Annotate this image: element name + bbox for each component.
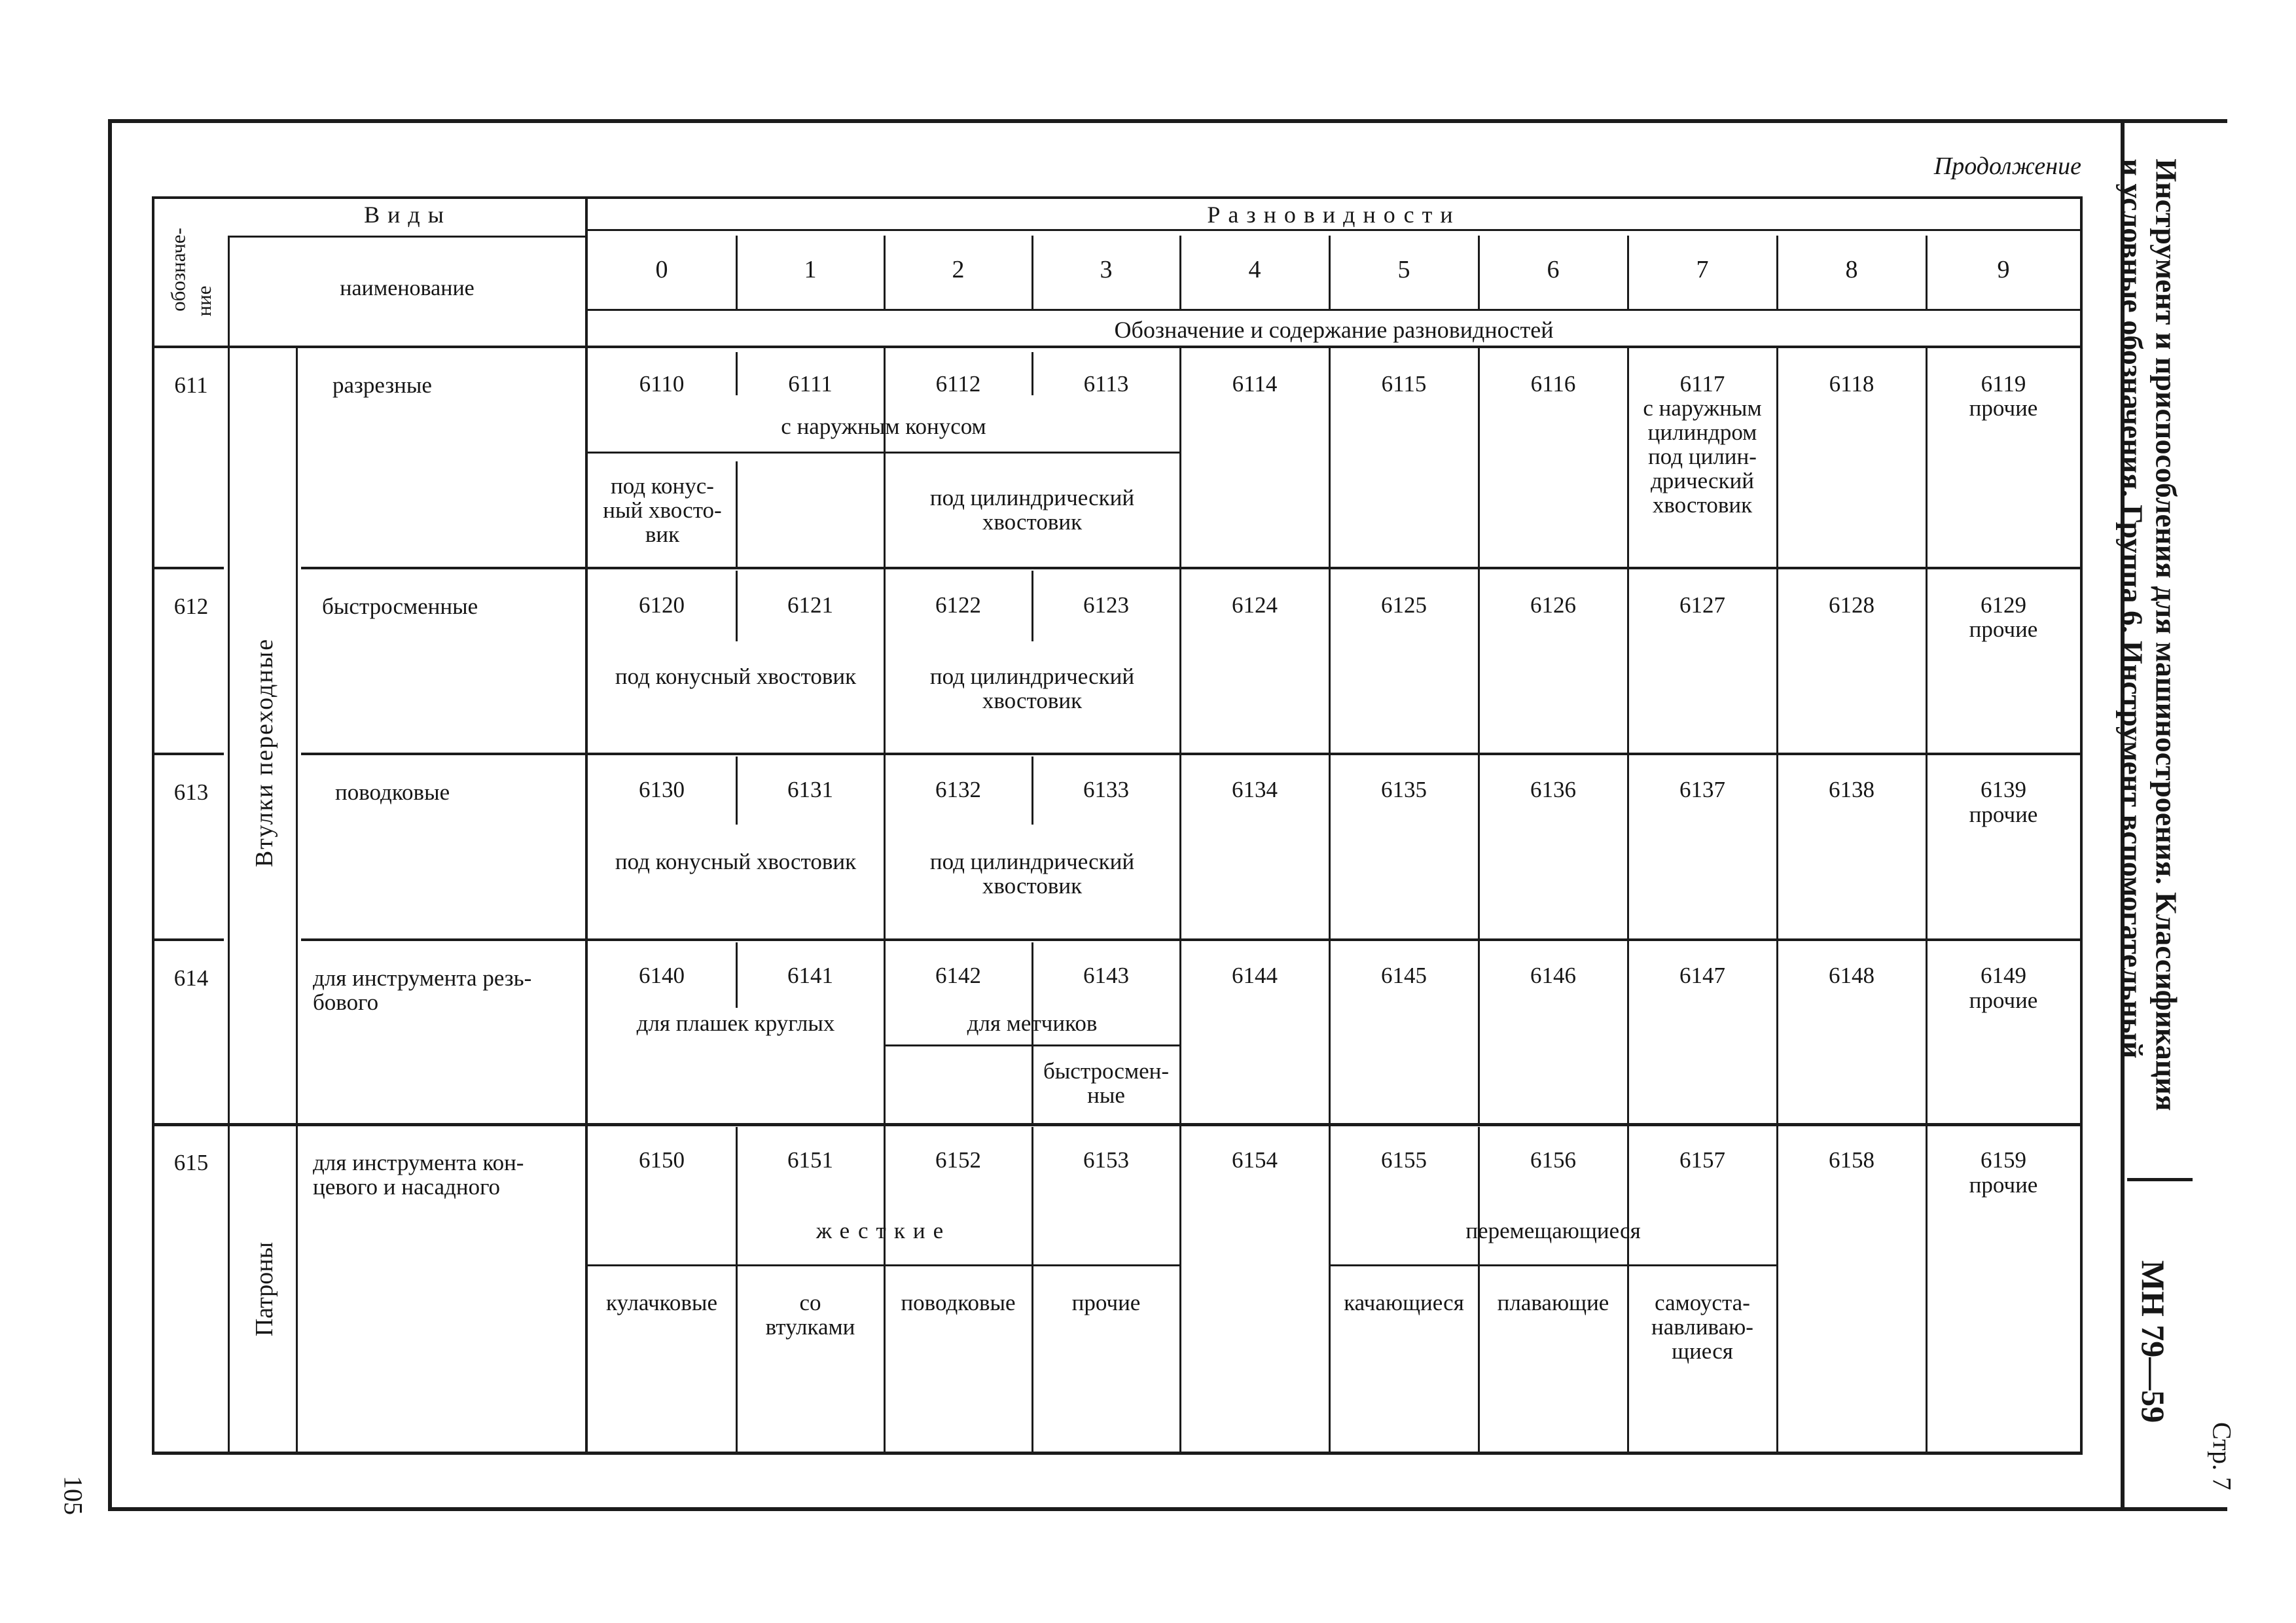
row-code: 611 bbox=[174, 372, 208, 398]
variant-label-1: со втулками bbox=[765, 1290, 855, 1340]
header-oboznachenie-2: ние bbox=[192, 285, 215, 317]
variant-code: 6155 bbox=[1381, 1147, 1427, 1173]
variant-code: 6148 bbox=[1829, 963, 1874, 988]
row-name: поводковые bbox=[335, 779, 450, 805]
variant-label-0: под конус- ный хвосто- вик bbox=[603, 473, 722, 547]
variant-code: 6132 bbox=[935, 777, 981, 802]
variant-code: 6130 bbox=[639, 777, 685, 802]
variant-code: 6123 bbox=[1083, 592, 1129, 618]
variant-label: перемещающиеся bbox=[1465, 1218, 1641, 1243]
variant-code: 6150 bbox=[639, 1147, 685, 1173]
variant-code: 6116 bbox=[1530, 371, 1576, 397]
variant-code: 6159 bbox=[1981, 1147, 2026, 1173]
variant-code: 6124 bbox=[1232, 592, 1278, 618]
row-name: для инструмента кон- цевого и насадного bbox=[313, 1150, 524, 1200]
variant-code: 6111 bbox=[788, 371, 833, 397]
continuation-label: Продолжение bbox=[1933, 152, 2081, 180]
variant-code: 6117 bbox=[1679, 371, 1725, 397]
variant-code: 6135 bbox=[1381, 777, 1427, 802]
variant-code: 6125 bbox=[1381, 592, 1427, 618]
digit-9: 9 bbox=[1997, 256, 2010, 283]
side-divider bbox=[2127, 1178, 2193, 1181]
digit-5: 5 bbox=[1397, 256, 1410, 283]
variant-label-2-3: под цилиндрический хвостовик bbox=[929, 485, 1135, 535]
table-bottom bbox=[152, 1452, 2083, 1455]
variant-code: 6147 bbox=[1679, 963, 1725, 988]
variant-code: 6126 bbox=[1530, 592, 1576, 618]
digit-0: 0 bbox=[655, 256, 668, 283]
variant-code: 6140 bbox=[639, 963, 685, 988]
variant-code: 6152 bbox=[935, 1147, 981, 1173]
variant-code: 6118 bbox=[1829, 371, 1874, 397]
digit-6: 6 bbox=[1547, 256, 1560, 283]
variant-label: под конусный хвостовик bbox=[615, 849, 857, 874]
row-name: разрезные bbox=[332, 372, 432, 398]
row-code: 612 bbox=[173, 594, 209, 619]
variant-label-2-3: под цилиндрический хвостовик bbox=[929, 849, 1135, 899]
header-naimenovanie: наименование bbox=[340, 276, 475, 300]
variant-code: 6115 bbox=[1381, 371, 1427, 397]
digit-8: 8 bbox=[1845, 256, 1858, 283]
variant-code: 6136 bbox=[1530, 777, 1576, 802]
variant-label: для плашек круглых bbox=[636, 1010, 835, 1036]
variant-label-9: прочие bbox=[1969, 395, 2038, 421]
page-number: 105 bbox=[58, 1476, 88, 1515]
variant-code: 6144 bbox=[1232, 963, 1278, 988]
variant-code: 6113 bbox=[1083, 371, 1129, 397]
variant-label-2-3: под цилиндрический хвостовик bbox=[929, 664, 1135, 713]
variant-code: 6142 bbox=[935, 963, 981, 988]
variant-label: с наружным конусом bbox=[781, 414, 986, 439]
variant-code: 6127 bbox=[1679, 592, 1725, 618]
variant-code: 6157 bbox=[1679, 1147, 1725, 1173]
variant-label-3: прочие bbox=[1071, 1290, 1141, 1315]
variant-code: 6138 bbox=[1829, 777, 1874, 802]
variant-code: 6119 bbox=[1981, 371, 2026, 397]
side-title-line1: Инструмент и приспособления для машиностроения. Классификация bbox=[2149, 158, 2183, 1111]
variant-code: 6128 bbox=[1829, 592, 1874, 618]
group-patrony: Патроны bbox=[251, 1241, 278, 1337]
variant-code: 6141 bbox=[787, 963, 833, 988]
digit-4: 4 bbox=[1248, 256, 1261, 283]
header-subheader: Обозначение и содержание разновидностей bbox=[1114, 317, 1554, 343]
header-vidy: Виды bbox=[364, 202, 452, 228]
variant-code: 6149 bbox=[1981, 963, 2026, 988]
variant-label: жесткие bbox=[816, 1218, 952, 1243]
frame-top-line bbox=[108, 119, 2227, 123]
variant-code: 6112 bbox=[935, 371, 981, 397]
variant-code: 6146 bbox=[1530, 963, 1576, 988]
variant-code: 6137 bbox=[1679, 777, 1725, 802]
variant-code: 6139 bbox=[1981, 777, 2026, 802]
variant-code: 6120 bbox=[639, 592, 685, 618]
row-code: 615 bbox=[173, 1150, 209, 1175]
variant-label-7: с наружным цилиндром под цилин- дрический хвостовик bbox=[1643, 395, 1762, 518]
variant-label-6: плавающие bbox=[1497, 1290, 1609, 1315]
digit-7: 7 bbox=[1696, 256, 1709, 283]
variant-label-9: прочие bbox=[1969, 988, 2038, 1013]
variant-label: под конусный хвостовик bbox=[615, 664, 857, 689]
standard-code: МН 79—59 bbox=[2135, 1260, 2172, 1423]
variant-code: 6153 bbox=[1083, 1147, 1129, 1173]
frame-left-line bbox=[108, 119, 112, 1511]
row-name: быстросменные bbox=[322, 594, 478, 619]
variant-code: 6122 bbox=[935, 592, 981, 618]
side-title-line2: и условные обозначения. Группа 6. Инструмент вспомогательный bbox=[2115, 158, 2149, 1059]
digit-1: 1 bbox=[804, 256, 817, 283]
variant-code: 6131 bbox=[787, 777, 833, 802]
variant-label: для метчиков bbox=[967, 1010, 1098, 1036]
row-name: для инструмента резь- бового bbox=[313, 965, 532, 1015]
variant-code: 6134 bbox=[1232, 777, 1278, 802]
variant-code: 6143 bbox=[1083, 963, 1129, 988]
variant-code: 6121 bbox=[787, 592, 833, 618]
variant-label-2: поводковые bbox=[901, 1290, 1016, 1315]
row-code: 613 bbox=[173, 779, 209, 805]
frame-bottom-line bbox=[108, 1507, 2227, 1511]
variant-code: 6114 bbox=[1232, 371, 1278, 397]
variant-code: 6151 bbox=[787, 1147, 833, 1173]
sheet-label: Стр. 7 bbox=[2207, 1421, 2237, 1491]
header-oboznachenie: обозначе- bbox=[166, 228, 190, 312]
group-vtulki-perekhodnye: Втулки переходные bbox=[251, 637, 278, 868]
digit-3: 3 bbox=[1100, 256, 1113, 283]
header-raznovidnosti: Разновидности bbox=[1207, 202, 1461, 228]
variant-code: 6158 bbox=[1829, 1147, 1874, 1173]
table-top bbox=[152, 196, 2083, 199]
variant-label-9: прочие bbox=[1969, 1172, 2038, 1198]
row-code: 614 bbox=[173, 965, 209, 991]
variant-code: 6110 bbox=[639, 371, 685, 397]
variant-label-7: самоуста- навливаю- щиеся bbox=[1651, 1290, 1753, 1364]
variant-label-5: качающиеся bbox=[1344, 1290, 1464, 1315]
variant-label-0: кулачковые bbox=[606, 1290, 717, 1315]
variant-code: 6145 bbox=[1381, 963, 1427, 988]
digit-2: 2 bbox=[952, 256, 965, 283]
variant-label-3: быстросмен- ные bbox=[1043, 1058, 1170, 1108]
variant-label-9: прочие bbox=[1969, 802, 2038, 827]
variant-label-9: прочие bbox=[1969, 616, 2038, 642]
variant-code: 6154 bbox=[1232, 1147, 1278, 1173]
variant-code: 6133 bbox=[1083, 777, 1129, 802]
variant-code: 6129 bbox=[1981, 592, 2026, 618]
variant-code: 6156 bbox=[1530, 1147, 1576, 1173]
